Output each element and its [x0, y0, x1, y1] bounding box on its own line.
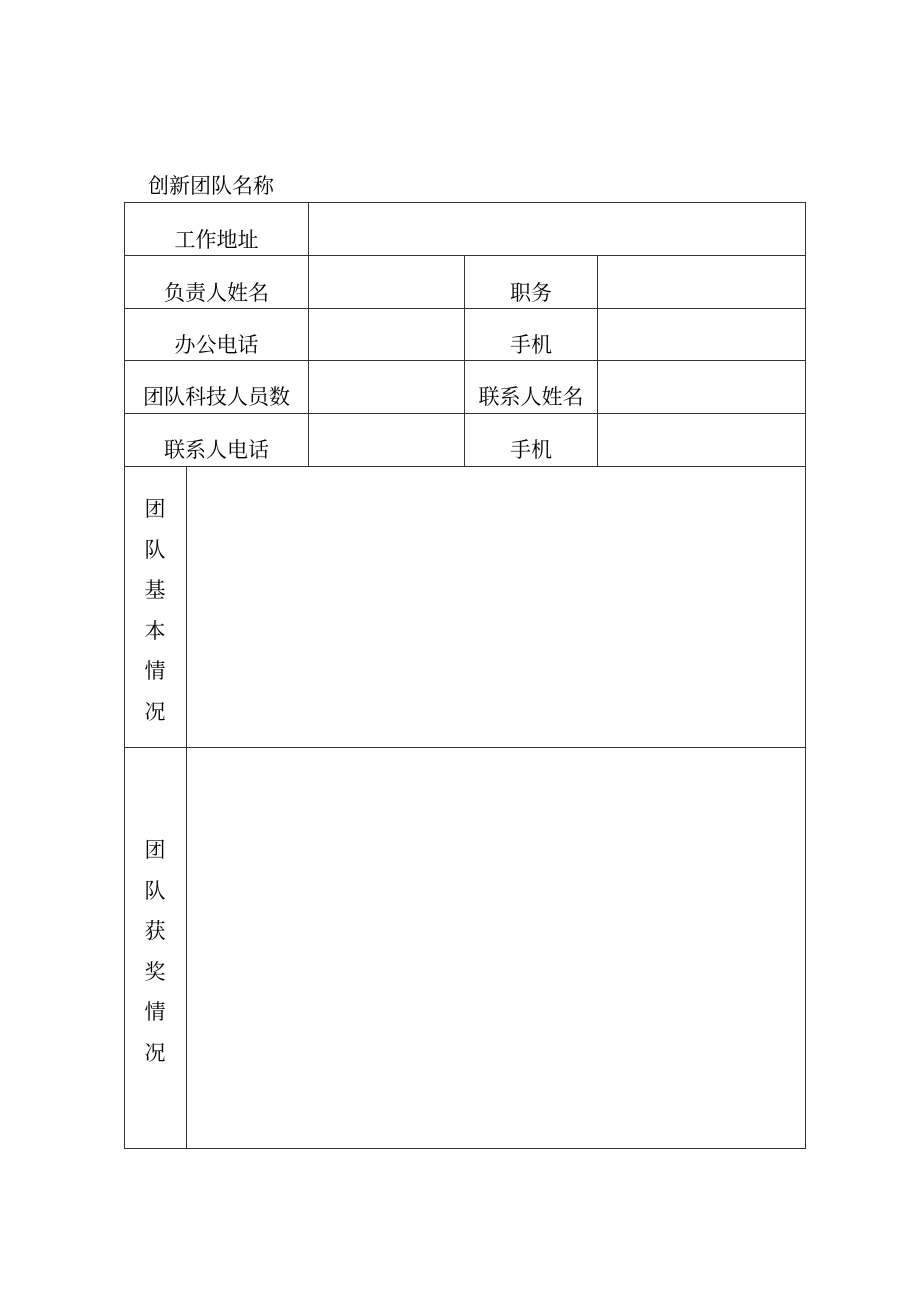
contact-name-field[interactable] — [598, 361, 805, 413]
leader-name-label: 负责人姓名 — [164, 281, 269, 305]
contact-mobile-label: 手机 — [510, 438, 552, 462]
awards-char: 队 — [144, 878, 166, 903]
application-form-table — [124, 202, 806, 1149]
address-label: 工作地址 — [174, 228, 259, 252]
table-border-right — [805, 202, 806, 1149]
staff-count-label: 团队科技人员数 — [143, 385, 290, 409]
basic-info-char: 团 — [144, 497, 166, 521]
address-field[interactable] — [309, 203, 805, 255]
office-phone-field[interactable] — [309, 309, 464, 360]
basic-info-char: 本 — [144, 618, 166, 643]
contact-phone-field[interactable] — [309, 414, 464, 466]
awards-field[interactable] — [187, 748, 805, 1148]
basic-info-label — [124, 489, 186, 732]
office-phone-label: 办公电话 — [174, 333, 259, 357]
position-field[interactable] — [598, 256, 805, 308]
contact-mobile-field[interactable] — [598, 414, 805, 466]
leader-name-field[interactable] — [309, 256, 464, 308]
basic-info-char: 况 — [144, 699, 166, 724]
contact-phone-label: 联系人电话 — [164, 438, 269, 462]
staff-count-field[interactable] — [309, 361, 464, 413]
awards-char: 情 — [144, 1000, 166, 1024]
mobile-label: 手机 — [510, 333, 552, 357]
contact-name-label: 联系人姓名 — [478, 385, 584, 409]
position-label: 职务 — [510, 281, 552, 305]
team-name-label: 创新团队名称 — [148, 174, 274, 198]
awards-char: 获 — [144, 919, 166, 943]
basic-info-char: 队 — [144, 537, 166, 562]
basic-info-char: 情 — [144, 659, 166, 683]
mobile-field[interactable] — [598, 309, 805, 360]
awards-char: 团 — [144, 838, 166, 862]
basic-info-field[interactable] — [187, 467, 805, 747]
awards-char: 况 — [144, 1040, 166, 1065]
table-border-bottom — [124, 1148, 806, 1149]
awards-char: 奖 — [144, 959, 166, 984]
basic-info-char: 基 — [144, 578, 166, 602]
awards-label — [124, 830, 186, 1073]
